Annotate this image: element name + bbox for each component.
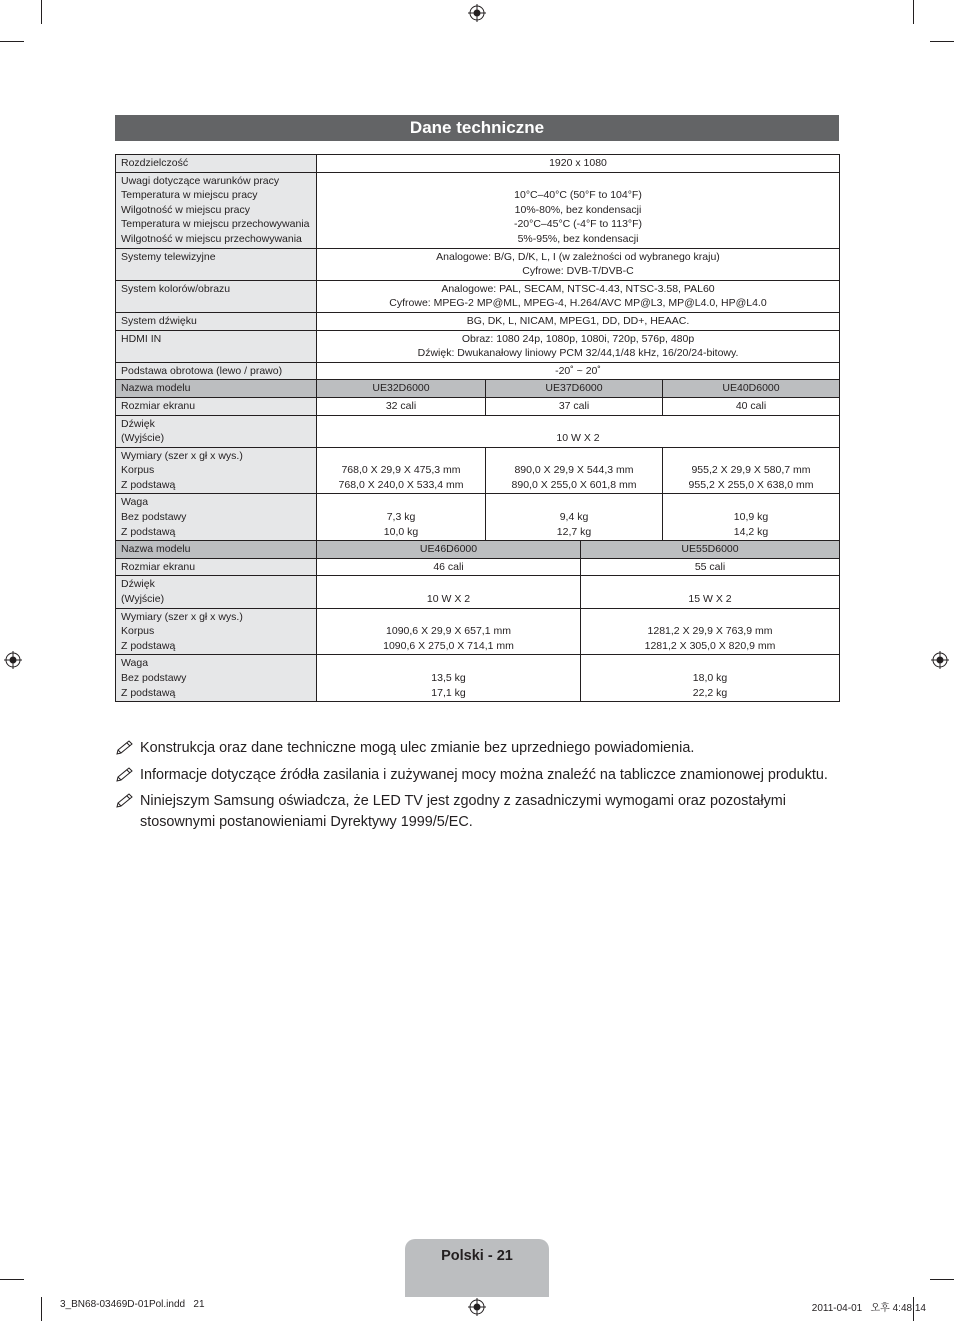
row-label <box>116 415 317 447</box>
model-group-1 <box>116 380 840 541</box>
table-row <box>116 558 840 576</box>
label-line: Bez podstawy <box>121 672 187 684</box>
label-line: Z podstawą <box>121 639 176 652</box>
row-label: Nazwa modelu <box>116 541 317 559</box>
value-line: 10%-80%, bez kondensacji <box>514 203 642 216</box>
value-line: 14,2 kg <box>733 525 769 538</box>
value-line: BG, DK, L, NICAM, MPEG1, DD, DD+, HEAAC. <box>466 314 690 327</box>
row-label: Nazwa modelu <box>116 380 317 398</box>
model-name: UE55D6000 <box>581 541 840 559</box>
row-label: Rozmiar ekranu <box>116 558 317 576</box>
row-label <box>116 312 317 330</box>
row-label: Rozmiar ekranu <box>116 397 317 415</box>
label-line: Bez podstawy <box>121 511 187 524</box>
note-item <box>115 765 845 786</box>
cell-value: 55 cali <box>581 558 840 576</box>
row-label <box>116 280 317 312</box>
label-line: Podstawa obrotowa (lewo / prawo) <box>121 364 283 377</box>
table-row <box>116 447 840 494</box>
model-header-row <box>116 380 840 398</box>
cell-value <box>486 447 663 494</box>
crosshair-icon <box>468 1298 486 1316</box>
cell-value <box>663 447 840 494</box>
note-text: Niniejszym Samsung oświadcza, że LED TV jest zgodny z zasadniczymi wymogami oraz pozostałymi stosownymi postanowieniami Dyrektywy 1999/5/EC. <box>140 793 786 830</box>
label-line: Wymiary (szer x gł x wys.) <box>121 610 243 623</box>
cell-value: 10 W X 2 <box>317 415 840 447</box>
model-group-2 <box>116 541 840 702</box>
value-line: 10°C–40°C (50°F to 104°F) <box>514 189 642 202</box>
spec-table <box>115 154 840 702</box>
cell-value: 15 W X 2 <box>581 576 840 608</box>
note-text: Konstrukcja oraz dane techniczne mogą ulec zmianie bez uprzedniego powiadomienia. <box>140 740 695 756</box>
label-line: (Wyjście) <box>121 593 165 606</box>
crop-mark <box>930 41 954 42</box>
value-line: Analogowe: B/G, D/K, L, I (w zależności od wybranego kraju) <box>436 250 720 263</box>
value-line: 768,0 X 29,9 X 475,3 mm <box>341 464 461 477</box>
cell-value <box>581 655 840 702</box>
value-line: 955,2 X 255,0 X 638,0 mm <box>688 478 814 491</box>
page-title: Dane techniczne <box>115 115 839 141</box>
row-value <box>317 362 840 380</box>
label-line: Waga <box>121 657 149 670</box>
value-line: 18,0 kg <box>692 672 728 684</box>
value-line: Cyfrowe: MPEG-2 MP@ML, MPEG-4, H.264/AVC MP@L3, MP@L4.0, HP@L4.0 <box>389 297 767 310</box>
table-row <box>116 248 840 280</box>
label-line: Z podstawą <box>121 478 176 491</box>
label-line: Waga <box>121 496 149 509</box>
row-label <box>116 655 317 702</box>
model-name: UE40D6000 <box>663 380 840 398</box>
cell-value <box>317 608 581 655</box>
value-line: 12,7 kg <box>556 525 592 538</box>
value-line: 890,0 X 255,0 X 601,8 mm <box>511 478 637 491</box>
value-line: Obraz: 1080 24p, 1080p, 1080i, 720p, 576p, 480p <box>461 332 695 345</box>
table-row <box>116 397 840 415</box>
row-value <box>317 172 840 248</box>
model-name: UE46D6000 <box>317 541 581 559</box>
cell-value: 40 cali <box>663 397 840 415</box>
crop-mark <box>0 41 24 42</box>
label-line: Wymiary (szer x gł x wys.) <box>121 449 243 462</box>
value-line: Cyfrowe: DVB-T/DVB-C <box>522 265 634 278</box>
table-row <box>116 172 840 248</box>
value-line: 768,0 X 240,0 X 533,4 mm <box>338 478 464 491</box>
table-row <box>116 494 840 541</box>
label-line: Wilgotność w miejscu przechowywania <box>121 232 302 245</box>
cell-value <box>663 494 840 541</box>
cell-value <box>317 494 486 541</box>
crop-mark <box>41 1297 42 1321</box>
general-section <box>116 155 840 380</box>
note-item <box>115 738 845 759</box>
table-row <box>116 362 840 380</box>
note-item <box>115 791 845 832</box>
value-line: 17,1 kg <box>431 686 466 699</box>
crosshair-icon <box>468 4 486 22</box>
label-line: Wilgotność w miejscu pracy <box>121 203 250 216</box>
print-slug-right: 2011-04-01 오후 4:48:14 <box>811 1303 926 1314</box>
value-line: 1281,2 X 29,9 X 763,9 mm <box>647 625 773 638</box>
cell-value: 37 cali <box>486 397 663 415</box>
label-line: Uwagi dotyczące warunków pracy <box>121 174 280 187</box>
row-label <box>116 447 317 494</box>
value-line: 10,9 kg <box>733 511 769 524</box>
row-value <box>317 312 840 330</box>
row-label <box>116 172 317 248</box>
value-line: 1281,2 X 305,0 X 820,9 mm <box>644 639 776 652</box>
row-label <box>116 330 317 362</box>
table-row <box>116 576 840 608</box>
label-line: Dźwięk <box>121 578 155 591</box>
cell-value <box>317 447 486 494</box>
cell-value: 10 W X 2 <box>317 576 581 608</box>
row-label <box>116 362 317 380</box>
value-line: 1090,6 X 275,0 X 714,1 mm <box>383 639 514 652</box>
value-line: 7,3 kg <box>386 511 416 524</box>
cell-value <box>317 655 581 702</box>
label-line: Rozdzielczość <box>121 157 189 169</box>
table-row <box>116 280 840 312</box>
crop-mark <box>0 1279 24 1280</box>
notes-list <box>115 738 845 838</box>
label-line: Systemy telewizyjne <box>121 250 216 263</box>
table-row <box>116 655 840 702</box>
table-row <box>116 155 840 173</box>
crop-mark <box>930 1279 954 1280</box>
pencil-icon <box>115 793 135 809</box>
row-value <box>317 280 840 312</box>
label-line: System kolorów/obrazu <box>121 282 231 295</box>
value-line: 10,0 kg <box>383 525 419 538</box>
pencil-icon <box>115 740 135 756</box>
label-line: Temperatura w miejscu pracy <box>121 189 258 202</box>
cell-value <box>581 608 840 655</box>
value-line: Analogowe: PAL, SECAM, NTSC-4.43, NTSC-3.58, PAL60 <box>441 282 715 295</box>
cell-value: 32 cali <box>317 397 486 415</box>
cell-value: 46 cali <box>317 558 581 576</box>
value-line: 1090,6 X 29,9 X 657,1 mm <box>386 625 511 638</box>
model-name: UE32D6000 <box>317 380 486 398</box>
row-value <box>317 248 840 280</box>
table-row <box>116 415 840 447</box>
row-value <box>317 330 840 362</box>
print-slug-left: 3_BN68-03469D-01Pol.indd 21 <box>60 1299 205 1310</box>
value-line: 955,2 X 29,9 X 580,7 mm <box>691 464 811 477</box>
table-row <box>116 312 840 330</box>
label-line: Temperatura w miejscu przechowywania <box>121 218 310 231</box>
value-line: -20˚ ~ 20˚ <box>555 364 601 377</box>
table-row <box>116 330 840 362</box>
pencil-icon <box>115 767 135 783</box>
value-line: 1920 x 1080 <box>549 157 607 169</box>
row-label <box>116 494 317 541</box>
row-label <box>116 608 317 655</box>
label-line: Korpus <box>121 464 155 477</box>
value-line: -20°C–45°C (-4°F to 113°F) <box>513 218 643 231</box>
label-line: Z podstawą <box>121 686 176 699</box>
value-line: 13,5 kg <box>431 672 466 684</box>
value-line: 890,0 X 29,9 X 544,3 mm <box>514 464 634 477</box>
label-line: Dźwięk <box>121 417 155 430</box>
model-header-row <box>116 541 840 559</box>
cell-value <box>486 494 663 541</box>
value-line: Dźwięk: Dwukanałowy liniowy PCM 32/44,1/48 kHz, 16/20/24-bitowy. <box>417 347 739 360</box>
row-value <box>317 155 840 173</box>
row-label <box>116 248 317 280</box>
value-line: 9,4 kg <box>559 511 589 524</box>
table-row <box>116 608 840 655</box>
note-text: Informacje dotyczące źródła zasilania i zużywanej mocy można znaleźć na tabliczce znamionowej produktu. <box>140 766 828 783</box>
label-line: (Wyjście) <box>121 432 165 445</box>
label-line: Korpus <box>121 625 155 638</box>
value-line: 22,2 kg <box>692 686 728 699</box>
crosshair-icon <box>931 651 949 669</box>
row-label <box>116 576 317 608</box>
crop-mark <box>913 0 914 24</box>
row-label <box>116 155 317 173</box>
page-number-tab: Polski - 21 <box>405 1239 549 1297</box>
label-line: Z podstawą <box>121 525 176 538</box>
crop-mark <box>41 0 42 24</box>
crosshair-icon <box>4 651 22 669</box>
model-name: UE37D6000 <box>486 380 663 398</box>
value-line: 5%-95%, bez kondensacji <box>517 232 639 245</box>
label-line: System dźwięku <box>121 314 197 327</box>
label-line: HDMI IN <box>121 332 162 345</box>
